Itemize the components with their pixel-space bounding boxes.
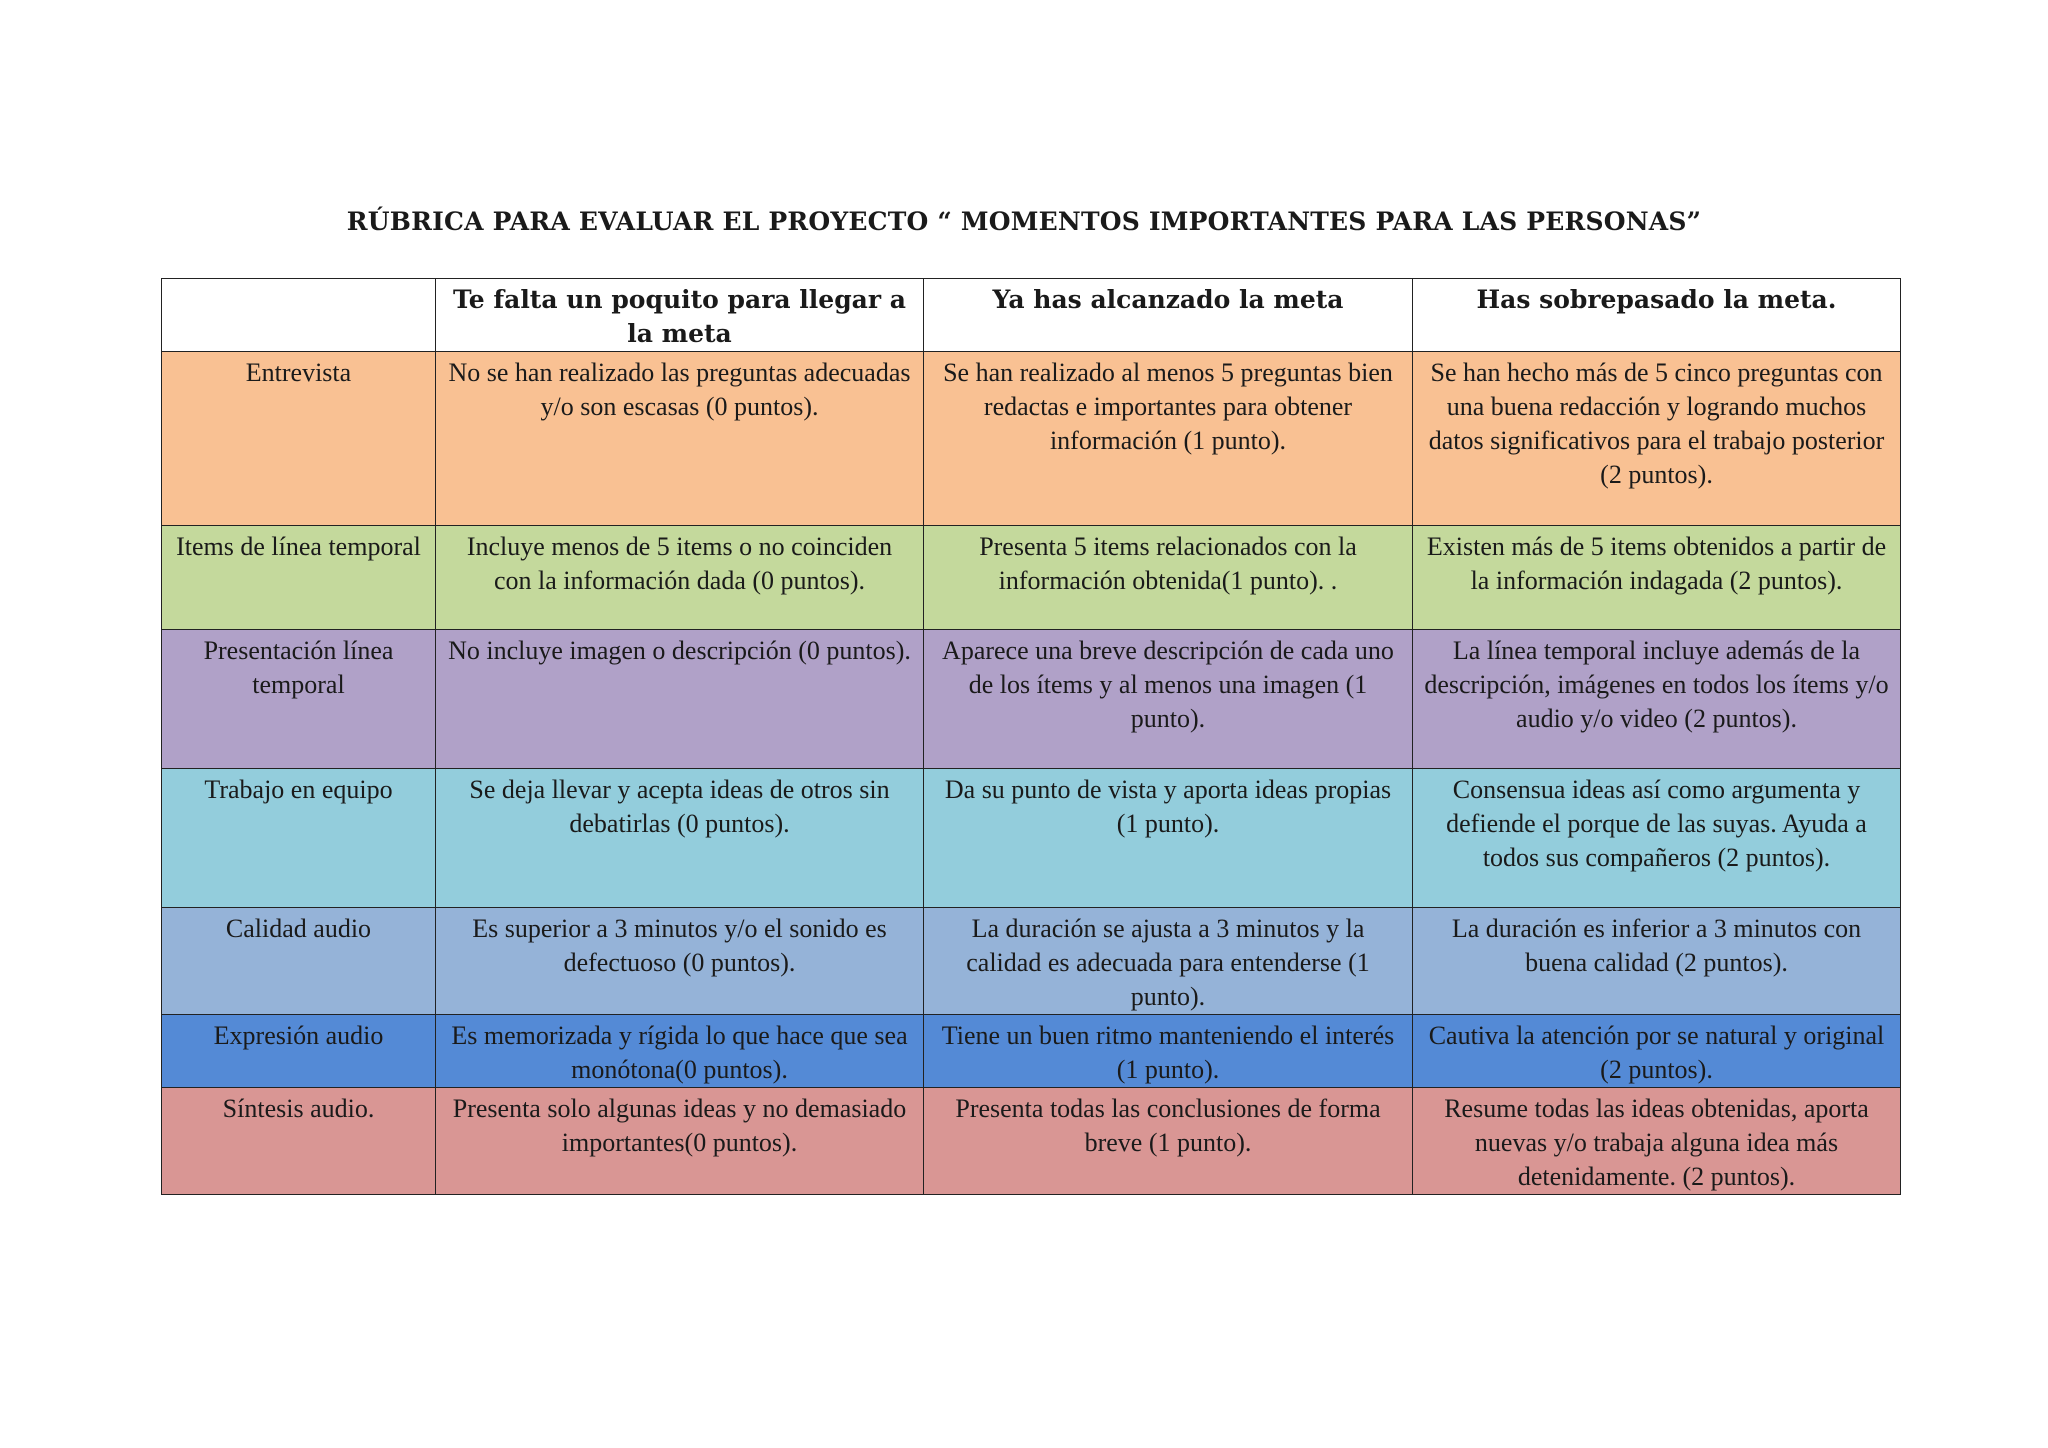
- table-cell: Existen más de 5 items obtenidos a partir de la información indagada (2 puntos).: [1413, 526, 1901, 630]
- table-cell: Se deja llevar y acepta ideas de otros sin debatirlas (0 puntos).: [436, 769, 924, 908]
- table-cell: Cautiva la atención por se natural y original (2 puntos).: [1413, 1015, 1901, 1088]
- table-cell: Aparece una breve descripción de cada uno de los ítems y al menos una imagen (1 punto).: [924, 630, 1413, 769]
- table-row: [162, 1088, 1901, 1195]
- table-cell: La duración se ajusta a 3 minutos y la calidad es adecuada para entenderse (1 punto).: [924, 908, 1413, 1015]
- criterion-cell: Entrevista: [162, 352, 436, 526]
- table-cell: Da su punto de vista y aporta ideas propias (1 punto).: [924, 769, 1413, 908]
- table-cell: Presenta solo algunas ideas y no demasiado importantes(0 puntos).: [436, 1088, 924, 1195]
- table-cell: Presenta todas las conclusiones de forma breve (1 punto).: [924, 1088, 1413, 1195]
- criterion-cell: Trabajo en equipo: [162, 769, 436, 908]
- table-cell: Presenta 5 items relacionados con la información obtenida(1 punto). .: [924, 526, 1413, 630]
- table-cell: Se han hecho más de 5 cinco preguntas con una buena redacción y logrando muchos datos significativos para el trabajo posterior (2 puntos).: [1413, 352, 1901, 526]
- table-cell: No incluye imagen o descripción (0 puntos).: [436, 630, 924, 769]
- criterion-cell: Calidad audio: [162, 908, 436, 1015]
- document-title: RÚBRICA PARA EVALUAR EL PROYECTO “ MOMENTOS IMPORTANTES PARA LAS PERSONAS”: [346, 207, 1702, 236]
- table-cell: Es superior a 3 minutos y/o el sonido es defectuoso (0 puntos).: [436, 908, 924, 1015]
- table-cell: La duración es inferior a 3 minutos con buena calidad (2 puntos).: [1413, 908, 1901, 1015]
- table-row: [162, 630, 1901, 769]
- header-cell-level-0: Te falta un poquito para llegar a la meta: [436, 279, 924, 352]
- rubric-table: [161, 278, 1901, 1195]
- table-row: [162, 352, 1901, 526]
- header-cell-level-1: Ya has alcanzado la meta: [924, 279, 1413, 352]
- table-cell: Tiene un buen ritmo manteniendo el interés (1 punto).: [924, 1015, 1413, 1088]
- criterion-cell: Síntesis audio.: [162, 1088, 436, 1195]
- table-row: [162, 526, 1901, 630]
- table-cell: Incluye menos de 5 items o no coinciden con la información dada (0 puntos).: [436, 526, 924, 630]
- table-row: [162, 1015, 1901, 1088]
- table-row: [162, 908, 1901, 1015]
- criterion-cell: Items de línea temporal: [162, 526, 436, 630]
- table-cell: Resume todas las ideas obtenidas, aporta nuevas y/o trabaja alguna idea más detenidamente. (2 puntos).: [1413, 1088, 1901, 1195]
- header-cell-level-2: Has sobrepasado la meta.: [1413, 279, 1901, 352]
- table-cell: Se han realizado al menos 5 preguntas bien redactas e importantes para obtener información (1 punto).: [924, 352, 1413, 526]
- table-cell: No se han realizado las preguntas adecuadas y/o son escasas (0 puntos).: [436, 352, 924, 526]
- header-row: [162, 279, 1901, 352]
- table-cell: La línea temporal incluye además de la descripción, imágenes en todos los ítems y/o audio y/o video (2 puntos).: [1413, 630, 1901, 769]
- table-cell: Consensua ideas así como argumenta y defiende el porque de las suyas. Ayuda a todos sus compañeros (2 puntos).: [1413, 769, 1901, 908]
- criterion-cell: Expresión audio: [162, 1015, 436, 1088]
- table-row: [162, 769, 1901, 908]
- criterion-cell: Presentación línea temporal: [162, 630, 436, 769]
- table-cell: Es memorizada y rígida lo que hace que sea monótona(0 puntos).: [436, 1015, 924, 1088]
- header-cell-empty: [162, 279, 436, 352]
